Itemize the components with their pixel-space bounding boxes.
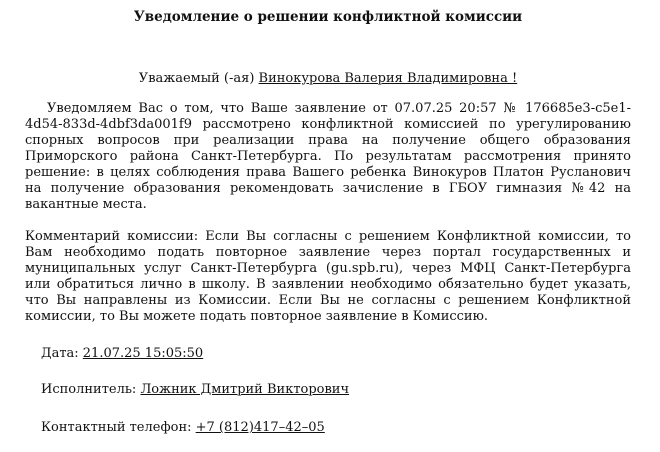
date-label: Дата: [41,346,83,361]
notification-document [25,0,631,437]
executor-line [41,381,631,399]
date-line [41,345,631,363]
greeting-line [25,70,631,88]
commission-comment: Комментарий комиссии: Если Вы согласны с решением Конфликтной комиссии, то Вам необходимо подать повторное заявление через портал государственных и муниципальных услуг Санкт-Петербурга (gu.spb.ru), через МФЦ Санкт-Петербурга или обратиться лично в школу. В заявлении необходимо обязательно будет указать, что Вы направлены из Комиссии. Если Вы не согласны с решением Конфликтной комиссии, то Вы можете подать повторное заявление в Комиссию. [25,229,631,324]
executor-name: Ложник Дмитрий Викторович [140,382,350,397]
recipient-name: Винокурова Валерия Владимировна ! [258,71,518,86]
phone-label: Контактный телефон: [41,420,196,435]
phone-line [41,419,631,437]
greeting-prefix: Уважаемый (-ая) [138,71,259,86]
executor-label: Исполнитель: [41,382,141,397]
phone-number: +7 (812)417–42–05 [195,420,325,435]
date-value: 21.07.25 15:05:50 [82,346,204,361]
notice-paragraph: Уведомляем Вас о том, что Ваше заявление от 07.07.25 20:57 № 176685e3-c5e1-4d54-833d-4dbf3da001f9 рассмотрено конфликтной комиссией по урегулированию спорных вопросов при реализации права на получение общего образования Приморского района Санкт-Петербурга. По результатам рассмотрения принято решение: в целях соблюдения права Вашего ребенка Винокуров Платон Русланович на получение образования рекомендовать зачисление в ГБОУ гимназия №42 на вакантные места. [25,101,631,212]
document-title: Уведомление о решении конфликтной комиссии [133,9,523,25]
